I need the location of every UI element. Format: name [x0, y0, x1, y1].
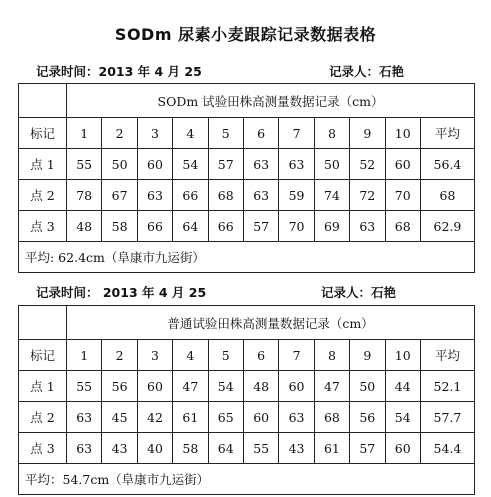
table-footer-row — [19, 242, 475, 273]
table-cell: 50 — [314, 149, 349, 180]
table-cell: 63 — [279, 149, 314, 180]
table-footer: 平均：54.7cm（阜康市九运街） — [19, 464, 475, 495]
table-cell: 56 — [102, 371, 137, 402]
table-cell: 64 — [208, 433, 243, 464]
row-average: 56.4 — [420, 149, 474, 180]
table-corner-cell — [19, 306, 67, 340]
table-cell: 57 — [243, 211, 278, 242]
table-cell: 66 — [173, 180, 208, 211]
record-time-2: 记录时间： 2013 年 4 月 25 — [36, 285, 207, 300]
table-cell: 60 — [279, 371, 314, 402]
table-cell: 50 — [350, 371, 385, 402]
table-header-row — [19, 340, 475, 371]
table-row — [19, 180, 475, 211]
header-cell: 9 — [350, 340, 385, 371]
table-cell: 54 — [208, 371, 243, 402]
table-caption: 普通试验田株高测量数据记录（cm） — [67, 306, 475, 340]
table-cell: 63 — [350, 211, 385, 242]
table-cell: 58 — [102, 211, 137, 242]
table-cell: 65 — [208, 402, 243, 433]
row-label: 点 3 — [19, 433, 67, 464]
header-cell: 1 — [67, 118, 102, 149]
row-label: 点 2 — [19, 180, 67, 211]
table-cell: 63 — [67, 402, 102, 433]
table-cell: 70 — [279, 211, 314, 242]
recorder-2: 记录人：石艳 — [321, 285, 397, 300]
header-cell: 7 — [279, 340, 314, 371]
table-caption: SODm 试验田株高测量数据记录（cm） — [67, 84, 475, 118]
table-cell: 55 — [67, 149, 102, 180]
table-cell: 55 — [243, 433, 278, 464]
row-average: 57.7 — [420, 402, 474, 433]
table-cell: 69 — [314, 211, 349, 242]
table-cell: 48 — [67, 211, 102, 242]
row-average: 52.1 — [420, 371, 474, 402]
table-cell: 54 — [385, 402, 420, 433]
header-cell: 4 — [173, 340, 208, 371]
table-row — [19, 402, 475, 433]
row-average: 68 — [420, 180, 474, 211]
header-cell: 9 — [350, 118, 385, 149]
header-cell: 5 — [208, 118, 243, 149]
header-cell: 8 — [314, 340, 349, 371]
table-row — [19, 433, 475, 464]
table-cell: 55 — [67, 371, 102, 402]
table-cell: 68 — [208, 180, 243, 211]
table-cell: 60 — [385, 149, 420, 180]
table-corner-cell — [19, 84, 67, 118]
table-cell: 64 — [173, 211, 208, 242]
row-label: 点 3 — [19, 211, 67, 242]
header-cell: 3 — [137, 118, 172, 149]
header-cell: 平均 — [420, 118, 474, 149]
table-cell: 47 — [314, 371, 349, 402]
table-cell: 57 — [208, 149, 243, 180]
header-cell: 10 — [385, 118, 420, 149]
table-cell: 40 — [137, 433, 172, 464]
row-label: 点 1 — [19, 371, 67, 402]
page-title: SODm 尿素小麦跟踪记录数据表格 — [114, 25, 377, 44]
table-cell: 58 — [173, 433, 208, 464]
table-cell: 74 — [314, 180, 349, 211]
header-cell: 7 — [279, 118, 314, 149]
table-row — [19, 371, 475, 402]
table-cell: 44 — [385, 371, 420, 402]
table-cell: 72 — [350, 180, 385, 211]
table-cell: 66 — [208, 211, 243, 242]
table-cell: 66 — [137, 211, 172, 242]
table-cell: 47 — [173, 371, 208, 402]
header-cell: 6 — [243, 340, 278, 371]
table-cell: 45 — [102, 402, 137, 433]
table-cell: 68 — [314, 402, 349, 433]
row-average: 62.9 — [420, 211, 474, 242]
table-footer-row — [19, 464, 475, 495]
table-cell: 43 — [102, 433, 137, 464]
table-cell: 48 — [243, 371, 278, 402]
header-cell: 2 — [102, 118, 137, 149]
table-row — [19, 149, 475, 180]
header-cell: 8 — [314, 118, 349, 149]
header-cell: 10 — [385, 340, 420, 371]
table-cell: 54 — [173, 149, 208, 180]
recorder-1: 记录人：石艳 — [329, 64, 405, 79]
table-cell: 60 — [137, 371, 172, 402]
header-cell: 标记 — [19, 118, 67, 149]
header-cell: 4 — [173, 118, 208, 149]
table-cell: 63 — [137, 180, 172, 211]
table-footer: 平均: 62.4cm（阜康市九运街） — [19, 242, 475, 273]
table-cell: 60 — [243, 402, 278, 433]
header-cell: 6 — [243, 118, 278, 149]
table-cell: 63 — [67, 433, 102, 464]
table-cell: 56 — [350, 402, 385, 433]
header-cell: 1 — [67, 340, 102, 371]
table-cell: 61 — [173, 402, 208, 433]
header-cell: 2 — [102, 340, 137, 371]
table-cell: 63 — [243, 180, 278, 211]
table-cell: 59 — [279, 180, 314, 211]
table-cell: 57 — [350, 433, 385, 464]
table-cell: 70 — [385, 180, 420, 211]
table-cell: 68 — [385, 211, 420, 242]
table-cell: 63 — [243, 149, 278, 180]
table-header-row — [19, 118, 475, 149]
table-cell: 42 — [137, 402, 172, 433]
row-label: 点 1 — [19, 149, 67, 180]
header-cell: 3 — [137, 340, 172, 371]
table-cell: 52 — [350, 149, 385, 180]
header-cell: 标记 — [19, 340, 67, 371]
table-cell: 63 — [279, 402, 314, 433]
table-cell: 50 — [102, 149, 137, 180]
table-cell: 43 — [279, 433, 314, 464]
row-average: 54.4 — [420, 433, 474, 464]
table-cell: 60 — [385, 433, 420, 464]
data-table-sodm — [18, 83, 475, 273]
header-cell: 平均 — [420, 340, 474, 371]
table-cell: 61 — [314, 433, 349, 464]
record-time-1: 记录时间：2013 年 4 月 25 — [36, 64, 202, 79]
table-row — [19, 211, 475, 242]
data-table-normal — [18, 305, 475, 495]
table-cell: 60 — [137, 149, 172, 180]
row-label: 点 2 — [19, 402, 67, 433]
table-cell: 67 — [102, 180, 137, 211]
header-cell: 5 — [208, 340, 243, 371]
table-cell: 78 — [67, 180, 102, 211]
